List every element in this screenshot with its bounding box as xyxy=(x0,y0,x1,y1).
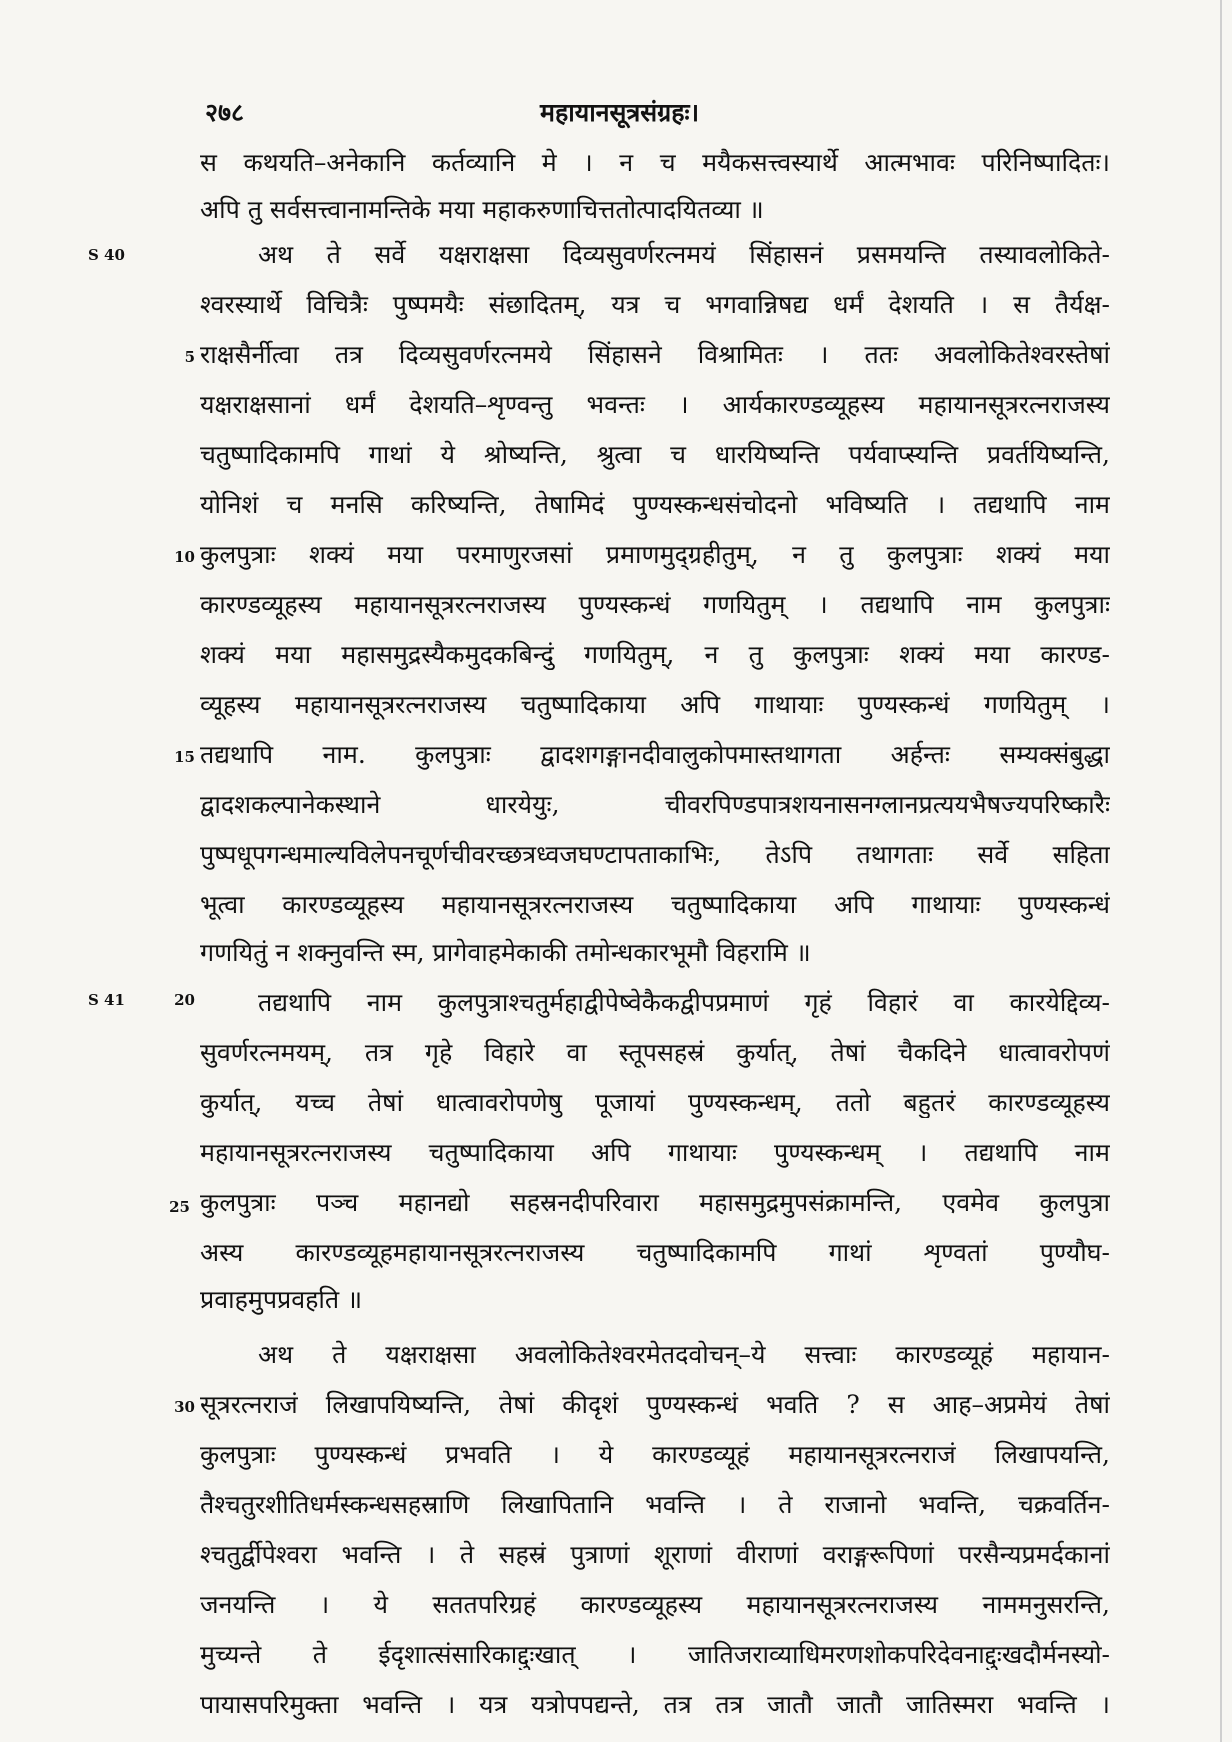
line-number-10: 10 xyxy=(174,548,195,566)
text-line: कुलपुत्राः पञ्च महानद्यो सहस्रनदीपरिवारा महासमुद्रमुपसंक्रामन्ति, एवमेव कुलपुत्रा xyxy=(200,1188,1110,1217)
text-line: तैश्चतुरशीतिधर्मस्कन्धसहस्राणि लिखापितानि भवन्ति । ते राजानो भवन्ति, चक्रवर्तिन- xyxy=(200,1490,1110,1519)
text-line: गणयितुं न शक्नुवन्ति स्म, प्रागेवाहमेकाकी तमोन्धकारभूमौ विहरामि ॥ xyxy=(200,938,811,967)
text-line: भूत्वा कारण्डव्यूहस्य महायानसूत्ररत्नराजस्य चतुष्पादिकाया अपि गाथायाः पुण्यस्कन्धं xyxy=(200,890,1110,919)
text-line: तद्यथापि नाम. कुलपुत्राः द्वादशगङ्गानदीवालुकोपमास्तथागता अर्हन्तः सम्यक्संबुद्धा xyxy=(200,740,1110,769)
text-line: श्चतुर्द्वीपेश्वरा भवन्ति । ते सहस्रं पुत्राणां शूराणां वीराणां वराङ्गरूपिणां परसैन्यप्रमर्दकानां xyxy=(200,1540,1110,1569)
page-edge-shadow xyxy=(1220,0,1222,1742)
line-number-20: 20 xyxy=(174,991,195,1009)
text-line: अथ ते यक्षराक्षसा अवलोकितेश्वरमेतदवोचन्–ये सत्त्वाः कारण्डव्यूहं महायान- xyxy=(258,1340,1110,1369)
line-number-15: 15 xyxy=(174,748,195,766)
text-line: कुर्यात्, यच्च तेषां धात्वावरोपणेषु पूजायां पुण्यस्कन्धम्, ततो बहुतरं कारण्डव्यूहस्य xyxy=(200,1088,1110,1117)
side-mark-s40: S 40 xyxy=(88,246,125,264)
line-number-5: 5 xyxy=(184,348,195,366)
page-header xyxy=(0,95,1232,135)
text-line: कारण्डव्यूहस्य महायानसूत्ररत्नराजस्य पुण्यस्कन्धं गणयितुम् । तद्यथापि नाम कुलपुत्राः xyxy=(200,590,1110,619)
text-line: सुवर्णरत्नमयम्, तत्र गृहे विहारे वा स्तूपसहस्रं कुर्यात्, तेषां चैकदिने धात्वावरोपणं xyxy=(200,1038,1110,1067)
text-line: योनिशं च मनसि करिष्यन्ति, तेषामिदं पुण्यस्कन्धसंचोदनो भविष्यति । तद्यथापि नाम xyxy=(200,490,1110,519)
text-line: चतुष्पादिकामपि गाथां ये श्रोष्यन्ति, श्रुत्वा च धारयिष्यन्ति पर्यवाप्स्यन्ति प्रवर्तयिष्यन्ति, xyxy=(200,440,1110,469)
text-line: अपि तु सर्वसत्त्वानामन्तिके मया महाकरुणाचित्ततोत्पादयितव्या ॥ xyxy=(200,195,764,224)
line-number-25: 25 xyxy=(169,1198,190,1216)
text-line: व्यूहस्य महायानसूत्ररत्नराजस्य चतुष्पादिकाया अपि गाथायाः पुण्यस्कन्धं गणयितुम् । xyxy=(200,690,1110,719)
text-line: मुच्यन्ते ते ईदृशात्संसारिकाद्दुःखात् । जातिजराव्याधिमरणशोकपरिदेवनाद्दुःखदौर्मनस्यो- xyxy=(200,1640,1110,1669)
running-title: महायानसूत्रसंग्रहः। xyxy=(540,98,700,127)
text-line: अथ ते सर्वे यक्षराक्षसा दिव्यसुवर्णरत्नमयं सिंहासनं प्रसमयन्ति तस्यावलोकिते- xyxy=(258,240,1110,269)
text-line: पुष्पधूपगन्धमाल्यविलेपनचूर्णचीवरच्छत्रध्वजघण्टापताकाभिः, तेऽपि तथागताः सर्वे सहिता xyxy=(200,840,1110,869)
line-number-30: 30 xyxy=(174,1398,195,1416)
text-line: अस्य कारण्डव्यूहमहायानसूत्ररत्नराजस्य चतुष्पादिकामपि गाथां शृण्वतां पुण्यौघ- xyxy=(200,1238,1110,1267)
text-line: शक्यं मया महासमुद्रस्यैकमुदकबिन्दुं गणयितुम्, न तु कुलपुत्राः शक्यं मया कारण्ड- xyxy=(200,640,1110,669)
text-line: द्वादशकल्पानेकस्थाने धारयेयुः, चीवरपिण्डपात्रशयनासनग्लानप्रत्ययभैषज्यपरिष्कारैः xyxy=(200,790,1110,819)
text-line: महायानसूत्ररत्नराजस्य चतुष्पादिकाया अपि गाथायाः पुण्यस्कन्धम् । तद्यथापि नाम xyxy=(200,1138,1110,1167)
text-line: स कथयति–अनेकानि कर्तव्यानि मे । न च मयैकसत्त्वस्यार्थे आत्मभावः परिनिष्पादितः। xyxy=(200,148,1110,177)
text-line: कुलपुत्राः शक्यं मया परमाणुरजसां प्रमाणमुद्ग्रहीतुम्, न तु कुलपुत्राः शक्यं मया xyxy=(200,540,1110,569)
text-line: श्वरस्यार्थे विचित्रैः पुष्पमयैः संछादितम्, यत्र च भगवान्निषद्य धर्मं देशयति । स तैर्यक्ष- xyxy=(200,290,1110,319)
text-line: पायासपरिमुक्ता भवन्ति । यत्र यत्रोपपद्यन्ते, तत्र तत्र जातौ जातौ जातिस्मरा भवन्ति । xyxy=(200,1690,1110,1719)
text-line: तद्यथापि नाम कुलपुत्राश्चतुर्महाद्वीपेष्वेकैकद्वीपप्रमाणं गृहं विहारं वा कारयेद्दिव्य- xyxy=(258,988,1110,1017)
side-mark-s41: S 41 xyxy=(88,991,125,1009)
text-line: जनयन्ति । ये सततपरिग्रहं कारण्डव्यूहस्य महायानसूत्ररत्नराजस्य नाममनुसरन्ति, xyxy=(200,1590,1110,1619)
text-line: प्रवाहमुपप्रवहति ॥ xyxy=(200,1285,363,1314)
text-line: यक्षराक्षसानां धर्मं देशयति–शृण्वन्तु भवन्तः । आर्यकारण्डव्यूहस्य महायानसूत्ररत्नराजस्य xyxy=(200,390,1110,419)
page-number: २७८ xyxy=(205,98,245,127)
text-line: कुलपुत्राः पुण्यस्कन्धं प्रभवति । ये कारण्डव्यूहं महायानसूत्ररत्नराजं लिखापयन्ति, xyxy=(200,1440,1110,1469)
text-line: सूत्ररत्नराजं लिखापयिष्यन्ति, तेषां कीदृशं पुण्यस्कन्धं भवति ? स आह–अप्रमेयं तेषां xyxy=(200,1390,1110,1419)
text-line: राक्षसैर्नीत्वा तत्र दिव्यसुवर्णरत्नमये सिंहासने विश्रामितः । ततः अवलोकितेश्वरस्तेषां xyxy=(200,340,1110,369)
